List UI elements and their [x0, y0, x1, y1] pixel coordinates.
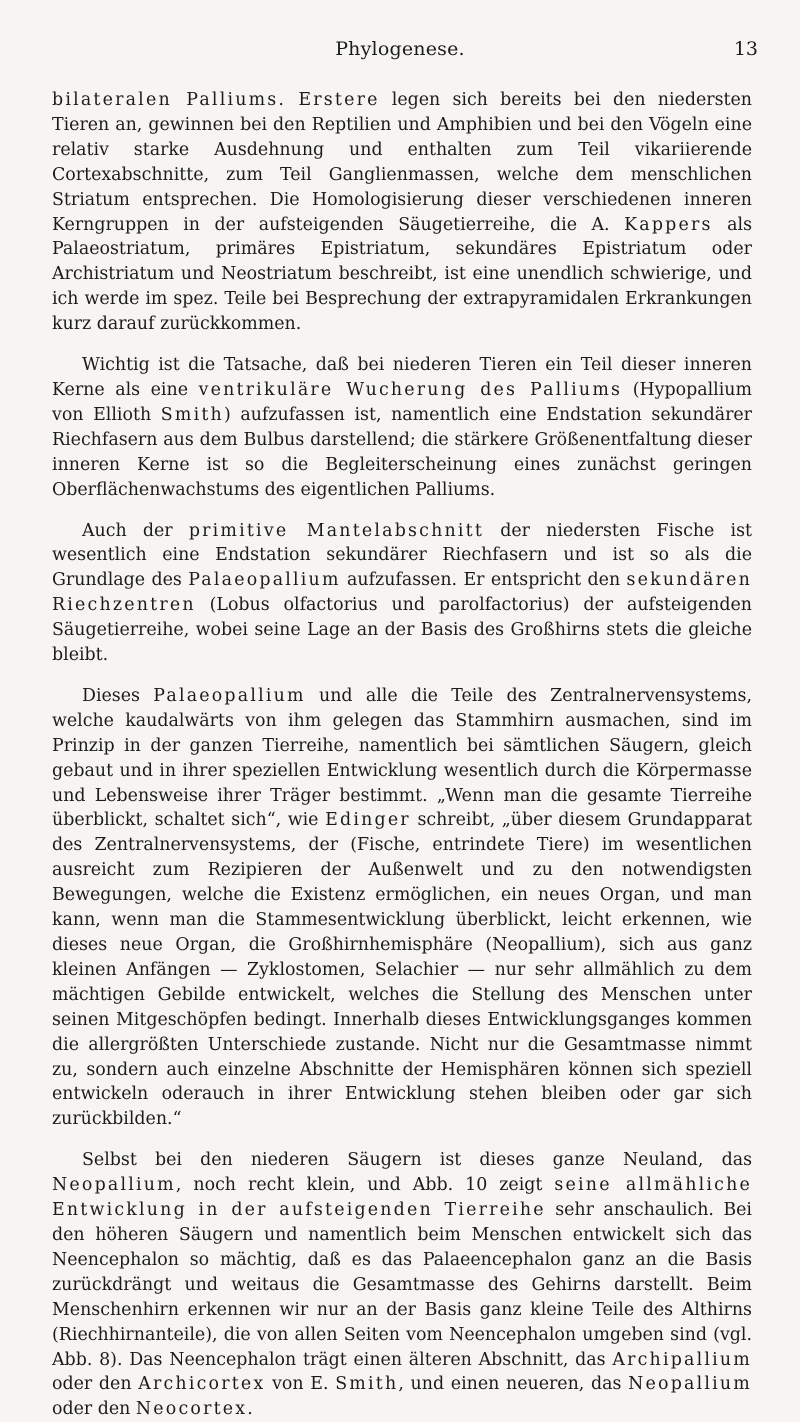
text-run: Dieses [82, 685, 154, 706]
text-run: (Lobus olfactorius und parolfactorius) der aufsteigenden Säugetierreihe, wobei seine Lage an der Basis des Großhirns stets die gleiche bleibt. [52, 595, 752, 666]
paragraph-5 [52, 1148, 752, 1422]
page-number: 13 [733, 38, 758, 60]
text-run: oder den [52, 1399, 136, 1420]
text-run: schreibt, „über diesem Grundapparat des Zentralnervensystems, der (Fische, entrindete Tiere) im wesentlichen ausreicht zum Rezipieren der Außenwelt und zu den notwendigsten Bewegungen, welche die Existenz ermöglichen, ein neues Organ, und man kann, wenn man die Stammesentwicklung überblickt, leicht erkennen, wie dieses neue Organ, die Großhirnhemisphäre (Neopallium), sich aus ganz kleinen Anfängen — Zyklostomen, Selachier — nur sehr allmählich zu dem mächtigen Gebilde entwickelt, welches die Stellung des Menschen unter seinen Mitgeschöpfen bedingt. Innerhalb dieses Entwicklungsganges kommen die allergrößten Unterschiede zustande. Nicht nur die Gesamtmasse nimmt zu, sondern auch einzelne Abschnitte der Hemisphären können sich speziell entwickeln oderauch in ihrer Entwicklung stehen bleiben oder gar sich zurückbilden.“ [52, 810, 753, 1130]
text-run: legen sich bereits bei den niedersten Tieren an, gewinnen bei den Reptilien und Amphibien und bei den Vögeln eine relativ starke Ausdehnung und enthalten zum Teil vikariierende Cortexabschnitte, zum Teil Ganglienmassen, welche dem menschlichen Striatum entsprechen. Die Homologisierung dieser verschiedenen inneren Kerngruppen in der aufsteigenden Säugetierreihe, die A. [52, 90, 752, 235]
paragraph-3 [52, 519, 752, 668]
spaced-emphasis: Archipallium [612, 1349, 752, 1370]
spaced-emphasis: Archicortex [138, 1374, 266, 1395]
paragraph-4 [52, 684, 752, 1132]
text-run: und alle die Teile des Zentralnervensystems, welche kaudalwärts von ihm gelegen das Stammhirn ausmachen, sind im Prinzip in der ganzen Tierreihe, namentlich bei sämtlichen Säugern, gleich gebaut und in ihrer speziellen Entwicklung wesentlich durch die Körpermasse und Lebensweise ihrer Träger bestimmt. „Wenn man die gesamte Tierreihe überblickt, schaltet sich“, wie [52, 685, 752, 831]
text-run: sehr anschaulich. Bei den höheren Säugern und namentlich beim Menschen entwickelt sich das Neencephalon so mächtig, daß es das Palaeencephalon ganz an die Basis zurückdrängt und weitaus die Gesamtmasse des Gehirns darstellt. Beim Menschenhirn erkennen wir nur an der Basis ganz kleine Teile des Althirns (Riechhirnanteile), die von allen Seiten vom Neencephalon umgeben sind (vgl. Abb. 8). Das Neencephalon trägt einen älteren Abschnitt, das [52, 1200, 752, 1370]
spaced-emphasis: Palaeopallium [153, 685, 306, 706]
spaced-emphasis: Palaeopallium [188, 570, 341, 591]
spaced-emphasis: Neocortex [135, 1399, 248, 1420]
paragraph-1 [52, 88, 752, 337]
spaced-emphasis: Smith [160, 404, 224, 425]
text-run: . [247, 1399, 253, 1420]
text-run: ) aufzufassen ist, namentlich eine Endstation sekundärer Riechfasern aus dem Bulbus darstellend; die stärkere Größenentfaltung dieser inneren Kerne ist so die Begleiterscheinung eines zunächst geringen Oberflächenwachstums des eigentlichen Palliums. [52, 404, 752, 500]
text-run: von E. [265, 1374, 336, 1395]
spaced-emphasis: Smith [335, 1374, 399, 1395]
running-head [0, 38, 800, 68]
text-run: , und einen neueren, das [398, 1374, 629, 1395]
spaced-emphasis: ventrikuläre Wucherung des Palliums [198, 379, 623, 400]
text-run: als Palaeostriatum, primäres Epistriatum, sekundäres Epistriatum oder Archistriatum und Neostriatum beschreibt, ist eine unendlich schwierige, und ich werde im spez. Teile bei Besprechung der extrapyramidalen Erkrankungen kurz darauf zurückkommen. [52, 214, 752, 335]
spaced-emphasis: Erstere [298, 90, 380, 110]
text-run: , noch recht klein, und Abb. 10 zeigt [175, 1175, 555, 1196]
text-run: Wichtig ist die Tatsache, daß bei niederen Tieren ein Teil dieser inneren Kerne als eine [52, 355, 752, 400]
text-run: Selbst bei den niederen Säugern ist dieses ganze Neuland, das [82, 1150, 752, 1171]
spaced-emphasis: bilateralen Palliums. [52, 90, 287, 110]
spaced-emphasis: primitive Mantelabschnitt [188, 520, 485, 541]
text-run: Auch der [82, 520, 189, 541]
spaced-emphasis: Neopallium [52, 1175, 176, 1196]
spaced-emphasis: sekundären Riechzentren [52, 570, 752, 616]
spaced-emphasis: Kappers [624, 214, 713, 235]
text-run: (Hypopallium von Ellioth [52, 379, 752, 425]
spaced-emphasis: Neopallium [628, 1374, 752, 1395]
spaced-emphasis: seine allmähliche Entwicklung in der aufsteigenden Tierreihe [52, 1175, 753, 1221]
body-text [52, 88, 752, 1422]
text-run: der niedersten Fische ist wesentlich eine Endstation sekundärer Riechfasern und ist so als die Grundlage des [52, 520, 753, 591]
paragraph-2 [52, 353, 752, 502]
spaced-emphasis: Edinger [325, 810, 411, 831]
running-title: Phylogenese. [335, 38, 465, 60]
text-run: aufzufassen. Er entspricht den [340, 570, 627, 591]
text-run: oder den [52, 1374, 139, 1395]
text-run [286, 90, 298, 110]
